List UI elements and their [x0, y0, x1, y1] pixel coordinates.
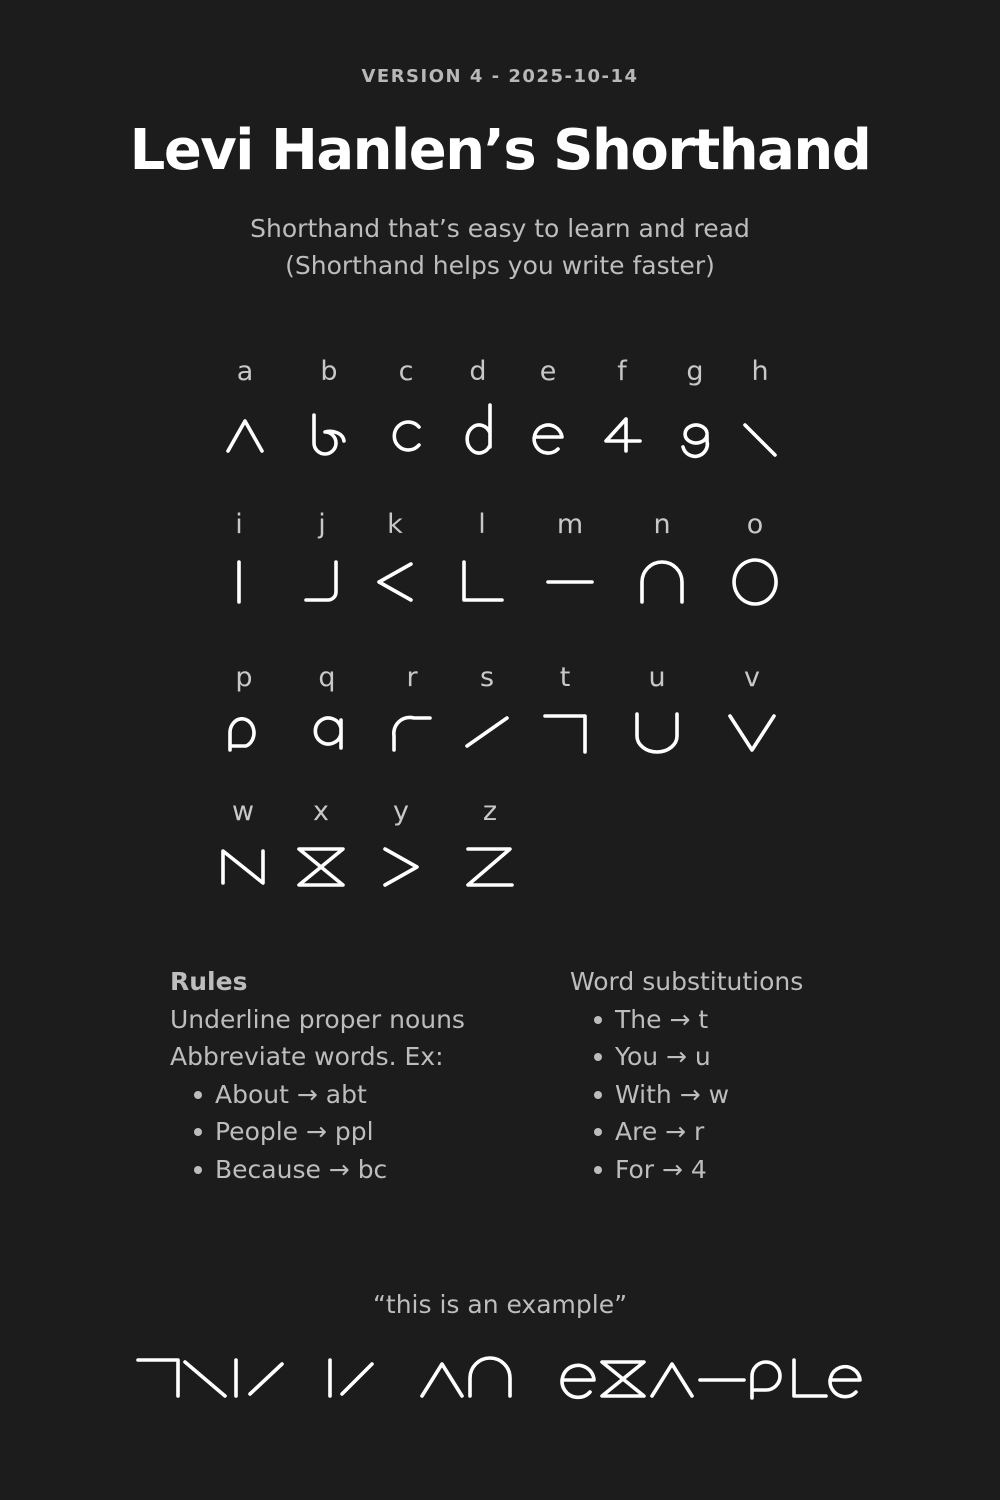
letter-label-u: u — [648, 662, 666, 693]
example-glyph-n — [470, 1358, 510, 1396]
example-glyph-s — [250, 1364, 282, 1394]
letter-label-s: s — [479, 662, 495, 693]
rule-abbreviate: Abbreviate words. Ex: — [170, 1042, 444, 1071]
letter-label-y: y — [393, 796, 409, 827]
list-item: The → t — [570, 1001, 803, 1039]
list-item: About → abt — [170, 1076, 465, 1114]
letter-label-q: q — [318, 662, 336, 693]
rule-underline: Underline proper nouns — [170, 1004, 465, 1034]
example-glyph-x — [602, 1362, 644, 1396]
substitutions-heading: Word substitutions — [570, 967, 804, 996]
letter-label-n: n — [653, 509, 671, 540]
example-glyph-h — [185, 1362, 225, 1396]
example-glyph-a — [422, 1364, 462, 1396]
letter-label-i: i — [235, 509, 243, 540]
letter-label-v: v — [744, 662, 760, 693]
page-title: Levi Hanlen’s Shorthand — [129, 118, 871, 183]
letter-label-m: m — [556, 509, 584, 540]
letter-label-p: p — [235, 662, 253, 693]
letter-label-b: b — [320, 356, 338, 387]
example-glyph-s — [342, 1364, 372, 1394]
letter-label-w: w — [231, 796, 255, 827]
letter-label-g: g — [686, 356, 704, 387]
subtitle-line-2: (Shorthand helps you write faster) — [285, 251, 715, 280]
example-glyph-a — [652, 1364, 692, 1396]
letter-label-r: r — [406, 662, 418, 693]
letter-label-k: k — [387, 509, 403, 540]
list-item: With → w — [570, 1076, 803, 1114]
list-item: You → u — [570, 1038, 803, 1076]
letter-label-z: z — [482, 796, 498, 827]
example-quote: “this is an example” — [372, 1290, 628, 1319]
letter-label-l: l — [478, 509, 486, 540]
list-item: For → 4 — [570, 1151, 803, 1189]
letter-label-d: d — [469, 356, 487, 387]
letter-label-a: a — [236, 356, 254, 387]
list-item: Are → r — [570, 1113, 803, 1151]
letter-label-e: e — [539, 356, 557, 387]
letter-label-f: f — [617, 356, 627, 387]
list-item: People → ppl — [170, 1113, 465, 1151]
example-glyph-l — [794, 1360, 826, 1396]
letter-label-h: h — [751, 356, 769, 387]
letter-label-x: x — [313, 796, 329, 827]
letter-label-c: c — [398, 356, 414, 387]
example-glyph-e — [562, 1365, 594, 1397]
example-glyph-t — [138, 1360, 178, 1396]
subtitle-line-1: Shorthand that’s easy to learn and read — [250, 214, 750, 243]
letter-label-j: j — [318, 509, 326, 540]
rules-heading: Rules — [170, 967, 248, 996]
list-item: Because → bc — [170, 1151, 465, 1189]
letter-label-o: o — [746, 509, 764, 540]
version-label: VERSION 4 - 2025-10-14 — [361, 66, 639, 87]
example-glyph-p — [752, 1362, 780, 1398]
example-glyph-e — [830, 1367, 860, 1397]
letter-label-t: t — [559, 662, 571, 693]
